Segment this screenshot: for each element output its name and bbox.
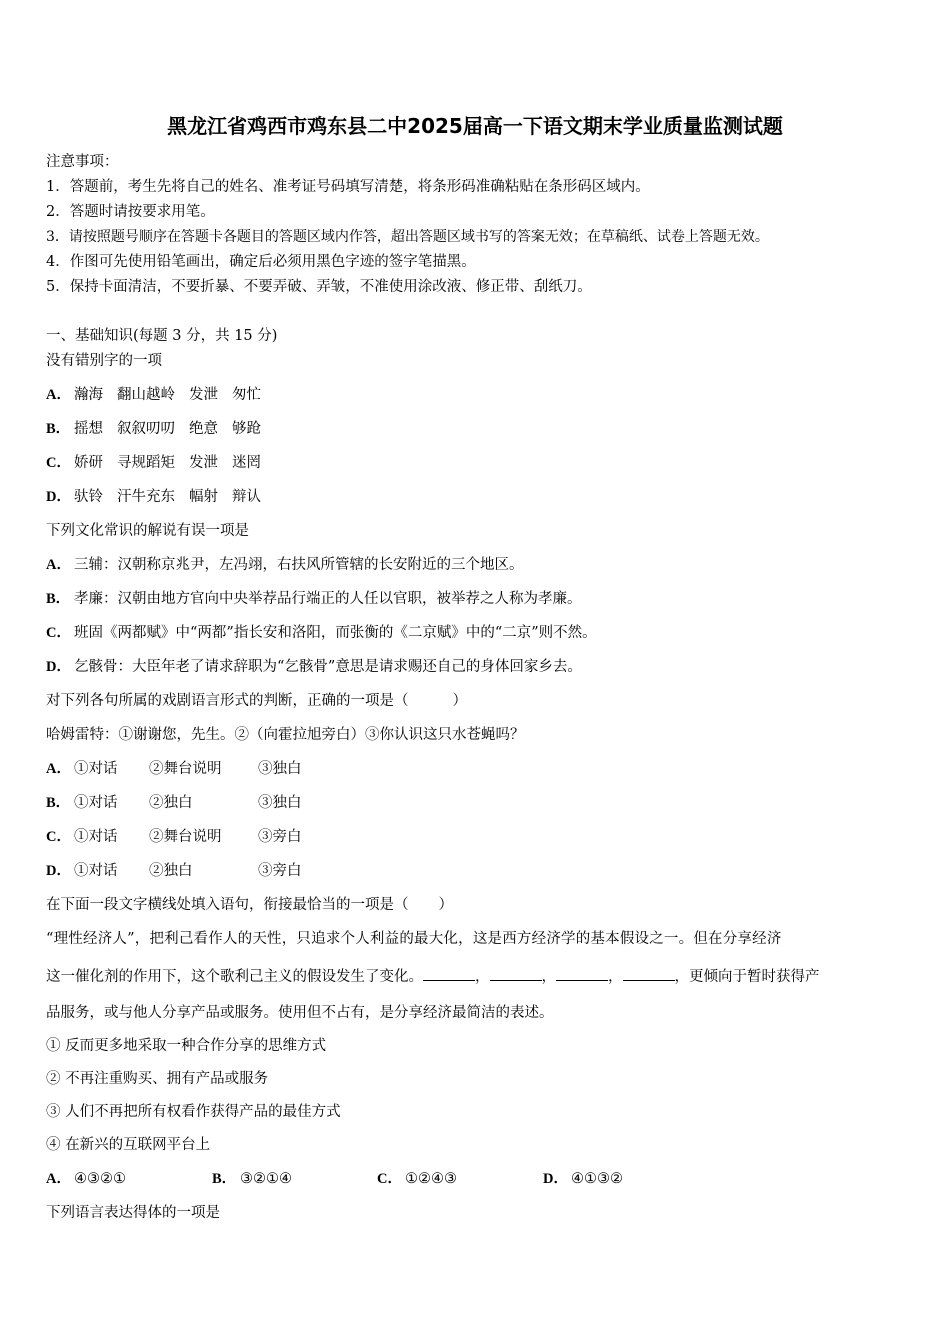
q1-option-a	[46, 385, 261, 405]
paragraph-text: 这一催化剂的作用下，这个歌利己主义的假设发生了变化。	[46, 969, 423, 985]
option-text: ①②④③	[405, 1171, 457, 1187]
option-text: ④③②①	[74, 1171, 126, 1187]
option-col-1: ①对话	[74, 863, 118, 879]
option-word: 娇研	[74, 455, 103, 471]
separator: ，	[541, 969, 556, 985]
option-text: 孝廉：汉朝由地方官向中央举荐品行端正的人任以官职，被举荐之人称为孝廉。	[74, 591, 582, 607]
option-letter: C．	[377, 1171, 402, 1187]
option-word: 绝意	[189, 421, 218, 437]
option-word: 发泄	[189, 455, 218, 471]
option-letter: C．	[46, 455, 71, 471]
q4-sentence-4: ④ 在新兴的互联网平台上	[46, 1137, 211, 1153]
option-word: 发泄	[189, 387, 218, 403]
notice-item-1: 1．答题前，考生先将自己的姓名、准考证号码填写清楚，将条形码准确粘贴在条形码区域内。	[46, 179, 650, 195]
q1-option-d	[46, 487, 261, 507]
option-letter: C．	[46, 829, 71, 845]
option-col-1: ①对话	[74, 761, 118, 777]
option-word: 翻山越岭	[117, 387, 175, 403]
notice-item-4: 4．作图可先使用铅笔画出，确定后必须用黑色字迹的签字笔描黑。	[46, 254, 476, 270]
separator: ，	[475, 969, 490, 985]
option-col-2: ②独白	[149, 795, 193, 811]
question-1-stem: 没有错别字的一项	[46, 353, 162, 369]
option-col-1: ①对话	[74, 829, 118, 845]
option-word: 匆忙	[232, 387, 261, 403]
notice-item-5: 5．保持卡面清洁，不要折暴、不要弄破、弄皱，不准使用涂改液、修正带、刮纸刀。	[46, 279, 592, 295]
fill-blank	[423, 966, 475, 981]
q4-paragraph-line-3: 品服务，或与他人分享产品或服务。使用但不占有，是分享经济最简洁的表述。	[46, 1005, 554, 1021]
q2-option-b	[46, 589, 582, 609]
option-word: 迷罔	[232, 455, 261, 471]
question-4-stem	[46, 895, 453, 915]
q4-option-a	[46, 1169, 126, 1189]
question-5-stem: 下列语言表达得体的一项是	[46, 1205, 220, 1221]
notice-item-2: 2．答题时请按要求用笔。	[46, 204, 215, 220]
option-col-2: ②舞台说明	[149, 761, 222, 777]
option-word: 驮铃	[74, 489, 103, 505]
option-word: 汗牛充东	[117, 489, 175, 505]
q4-sentence-3: ③ 人们不再把所有权看作获得产品的最佳方式	[46, 1104, 341, 1120]
option-letter: C．	[46, 625, 71, 641]
fill-blank	[556, 966, 608, 981]
option-word: 摇想	[74, 421, 103, 437]
option-col-3: ③独白	[258, 761, 302, 777]
stem-paren-close: ）	[438, 897, 453, 913]
notice-item-3: 3．请按照题号顺序在答题卡各题目的答题区域内作答，超出答题区域书写的答案无效；在草稿纸、试卷上答题无效。	[46, 229, 769, 245]
option-word: 寻规蹈矩	[117, 455, 175, 471]
fill-blank	[623, 966, 675, 981]
q4-sentence-1: ① 反而更多地采取一种合作分享的思维方式	[46, 1038, 327, 1054]
option-col-3: ③旁白	[258, 829, 302, 845]
q4-option-d	[543, 1169, 623, 1189]
option-text: 班固《两都赋》中“两都”指长安和洛阳，而张衡的《二京赋》中的“二京”则不然。	[74, 625, 597, 641]
option-letter: D．	[543, 1171, 568, 1187]
option-letter: D．	[46, 863, 71, 879]
option-text: 乞骸骨：大臣年老了请求辞职为“乞骸骨”意思是请求赐还自己的身体回家乡去。	[74, 659, 582, 675]
option-letter: D．	[46, 659, 71, 675]
option-text: ③②①④	[240, 1171, 292, 1187]
option-word: 够跄	[232, 421, 261, 437]
q4-sentence-2: ② 不再注重购买、拥有产品或服务	[46, 1071, 269, 1087]
option-letter: A．	[46, 557, 71, 573]
question-2-stem: 下列文化常识的解说有误一项是	[46, 523, 249, 539]
page-title: 黑龙江省鸡西市鸡东县二中2025届高一下语文期末学业质量监测试题	[167, 114, 783, 138]
q3-option-a	[46, 759, 346, 779]
paragraph-text: ，更倾向于暂时获得产	[674, 969, 820, 985]
q3-option-c	[46, 827, 346, 847]
option-word: 辩认	[232, 489, 261, 505]
option-letter: A．	[46, 761, 71, 777]
option-col-1: ①对话	[74, 795, 118, 811]
stem-text: 在下面一段文字横线处填入语句，衔接最恰当的一项是（	[46, 897, 409, 913]
option-word: 叙叙叨叨	[117, 421, 175, 437]
option-text: ④①③②	[571, 1171, 623, 1187]
section-heading: 一、基础知识(每题 3 分，共 15 分)	[46, 328, 278, 344]
q2-option-d	[46, 657, 582, 677]
option-col-2: ②舞台说明	[149, 829, 222, 845]
q3-option-d	[46, 861, 346, 881]
option-col-3: ③独白	[258, 795, 302, 811]
q4-paragraph-line-1: “理性经济人”，把利己看作人的天性，只追求个人利益的最大化，这是西方经济学的基本假设之一。但在分享经济	[46, 931, 782, 947]
fill-blank	[490, 966, 542, 981]
q4-option-c	[377, 1169, 457, 1189]
q1-option-b	[46, 419, 261, 439]
option-col-3: ③旁白	[258, 863, 302, 879]
option-letter: B．	[46, 591, 71, 607]
q2-option-a	[46, 555, 524, 575]
option-letter: A．	[46, 387, 71, 403]
option-col-2: ②独白	[149, 863, 193, 879]
q3-option-b	[46, 793, 346, 813]
option-text: 三辅：汉朝称京兆尹，左冯翊，右扶风所管辖的长安附近的三个地区。	[74, 557, 524, 573]
stem-paren-close: ）	[452, 693, 467, 709]
q1-option-c	[46, 453, 261, 473]
option-letter: A．	[46, 1171, 71, 1187]
q2-option-c	[46, 623, 597, 643]
option-letter: B．	[46, 421, 71, 437]
option-word: 幅射	[189, 489, 218, 505]
q4-paragraph-line-2	[46, 966, 820, 987]
q4-option-b	[212, 1169, 292, 1189]
notice-heading: 注意事项：	[46, 154, 119, 170]
separator: ，	[608, 969, 623, 985]
option-letter: B．	[212, 1171, 237, 1187]
option-letter: D．	[46, 489, 71, 505]
option-word: 瀚海	[74, 387, 103, 403]
stem-text: 对下列各句所属的戏剧语言形式的判断，正确的一项是（	[46, 693, 409, 709]
option-letter: B．	[46, 795, 71, 811]
question-3-quote: 哈姆雷特：①谢谢您，先生。②（向霍拉旭旁白）③你认识这只水苍蝇吗？	[46, 727, 525, 743]
question-3-stem	[46, 691, 467, 711]
